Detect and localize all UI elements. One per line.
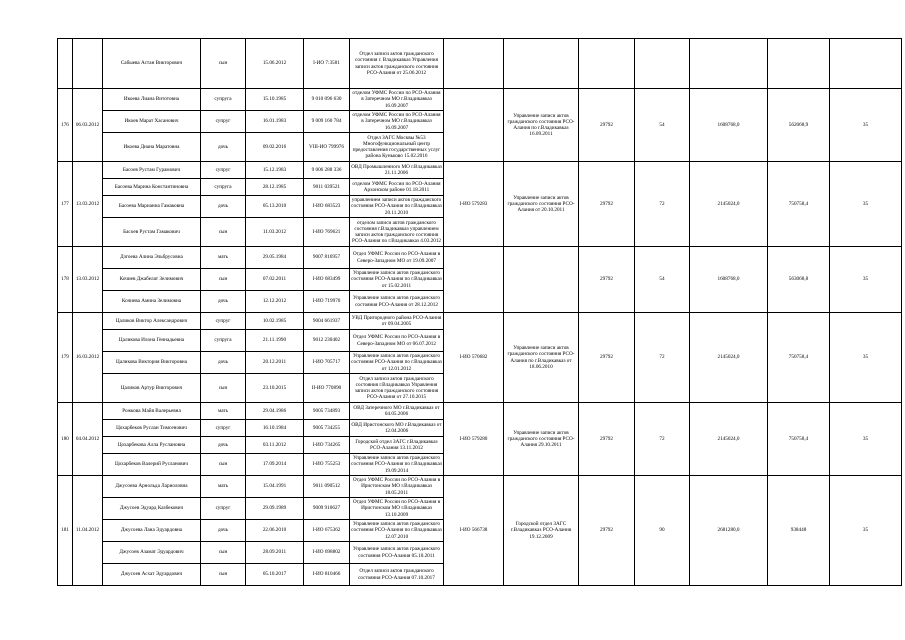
birth-date-cell: 28.09.2011: [246, 542, 304, 564]
table-row: [58, 247, 902, 269]
birth-date-cell: 05.10.2017: [246, 564, 304, 586]
document-issuer-cell: Отдел УФМС России по РСО-Алания в Северо-Западном МО от 06.07.2012: [350, 330, 444, 352]
member-name-cell: Икоева Лиана Витотовна: [103, 89, 201, 111]
relation-cell: сын: [201, 269, 246, 291]
value-b-cell: 72: [635, 403, 690, 476]
table-row: [58, 39, 902, 89]
document-number-cell: 9012 230402: [304, 330, 350, 352]
document-issuer-cell: Управление записи актов гражданского состояния РСО-Алания по г.Владикавказ от 15.02.2011: [351, 270, 442, 289]
value-a-cell: 29792: [579, 89, 635, 162]
value-c-cell: 2145024,0: [690, 403, 768, 476]
birth-date-cell: 05.13.2010: [246, 196, 304, 218]
relation-cell: мать: [201, 403, 246, 420]
birth-date-cell: 11.03.2012: [246, 218, 304, 247]
decision-document-cell: [444, 39, 504, 89]
document-number-cell: I-ИО 698802: [304, 542, 350, 564]
relation-cell: дочь: [201, 437, 246, 454]
registration-date-cell: 04.04.2012: [73, 403, 103, 476]
relation-cell: супруга: [201, 89, 246, 111]
member-name-cell: Икоева Диана Маратовна: [103, 133, 201, 162]
birth-date-cell: 03.11.2012: [246, 437, 304, 454]
document-issuer-cell: Управление записи актов гражданского состояния РСО-Алания от 28.12.2012: [350, 291, 444, 313]
member-name-cell: Басоева Марианна Гамаковна: [103, 196, 201, 218]
value-a-cell: 29792: [579, 313, 635, 403]
value-b-cell: 90: [635, 476, 690, 586]
document-number-cell: I-ИО 755253: [304, 454, 350, 476]
relation-cell: дочь: [201, 196, 246, 218]
member-name-cell: Басоева Марина Константиновна: [103, 179, 201, 196]
birth-date-cell: 07.02.2011: [246, 269, 304, 291]
decision-authority-cell: Управление записи актов гражданского состояния РСО-Алания по г.Владикавказ от 18.06.2010: [504, 313, 579, 403]
document-number-cell: I-ИО 675362: [304, 520, 350, 542]
row-number-cell: 181: [58, 476, 73, 586]
member-name-cell: Цохарбекова Алла Руслановна: [103, 437, 201, 454]
value-c-cell: 1608768,0: [690, 89, 768, 162]
value-a-cell: 29792: [579, 476, 635, 586]
table-row: [58, 89, 902, 111]
member-name-cell: Джусоев Эдуард Казбекович: [103, 498, 201, 520]
relation-cell: супруг: [201, 111, 246, 133]
document-issuer-cell: Управление записи актов гражданского состояния РСО-Алания по г.Владикавказ 12.07.2010: [351, 521, 442, 540]
document-issuer-cell: Управление записи актов гражданского состояния РСО-Алания по г.Владикавказ 19.09.2014: [351, 455, 442, 474]
relation-cell: мать: [201, 247, 246, 269]
value-e-cell: 35: [830, 313, 902, 403]
row-number-cell: 176: [58, 89, 73, 162]
relation-cell: дочь: [201, 291, 246, 313]
decision-authority-cell: Управление записи актов гражданского состояния РСО-Алания от 20.10.2011: [504, 162, 579, 247]
birth-date-cell: 21.11.1990: [246, 330, 304, 352]
member-name-cell: Джусоев Азамат Эдуардович: [103, 542, 201, 564]
decision-authority-cell: Управление записи актов гражданского состояния РСО-Алания по г.Владикавказ 16.09.2011: [504, 89, 579, 162]
member-name-cell: Цохарбеков Валерий Русланович: [103, 454, 201, 476]
relation-cell: сын: [201, 454, 246, 476]
value-c-cell: 1608768,0: [690, 247, 768, 313]
relation-cell: супруг: [201, 498, 246, 520]
member-name-cell: Цаликова Виктория Викторовна: [103, 352, 201, 374]
decision-document-cell: I-ИО 570682: [444, 313, 504, 403]
value-d-cell: 750758,4: [768, 403, 830, 476]
decision-document-cell: I-ИО 579280: [444, 403, 504, 476]
relation-cell: сын: [201, 542, 246, 564]
row-number-cell: 180: [58, 403, 73, 476]
document-number-cell: I-ИО 769621: [304, 218, 350, 247]
member-name-cell: Цаликов Виктор Александрович: [103, 313, 201, 330]
member-name-cell: Цаликова Илона Геннадьевна: [103, 330, 201, 352]
registration-date-cell: 16.03.2012: [73, 313, 103, 403]
table-row: [58, 476, 902, 498]
document-number-cell: 9009 910627: [304, 498, 350, 520]
member-name-cell: Басоев Рустам Гамакович: [103, 218, 201, 247]
document-number-cell: I-ИО 734265: [304, 437, 350, 454]
relation-cell: сын: [201, 374, 246, 403]
birth-date-cell: 15.06.2012: [246, 39, 304, 89]
document-number-cell: I-ИО 7:3581: [304, 39, 350, 89]
member-name-cell: Джусоева Лана Эдуардовна: [103, 520, 201, 542]
member-name-cell: Сабыева Астан Викторович: [103, 39, 201, 89]
relation-cell: мать: [201, 476, 246, 498]
document-issuer-cell: Управление записи актов гражданского состояния РСО-Алания по г.Владикавказ от 12.01.2012: [351, 353, 442, 372]
document-issuer-cell: Управление записи актов гражданского состояния РСО-Алания 05.10.2011: [350, 542, 444, 564]
document-issuer-cell: ОВД Иристонского МО г.Владикавказ от 12.04.2006: [350, 420, 444, 437]
value-e-cell: [830, 39, 902, 89]
birth-date-cell: 28.12.1985: [246, 179, 304, 196]
value-d-cell: [768, 39, 830, 89]
document-issuer-cell: Отдел УФМС России по РСО-Алания в Иристонском МО г.Владикавказ 13.10.2009: [350, 498, 444, 520]
registration-date-cell: 13.03.2012: [73, 247, 103, 313]
relation-cell: супруга: [201, 330, 246, 352]
member-name-cell: Кочиева Амина Зелимовна: [103, 291, 201, 313]
relation-cell: супруга: [201, 179, 246, 196]
document-number-cell: I-ИО 719970: [304, 291, 350, 313]
member-name-cell: Кочиев Джабелат Зелимович: [103, 269, 201, 291]
member-name-cell: Цаликов Артур Викторович: [103, 374, 201, 403]
value-d-cell: 938448: [768, 476, 830, 586]
relation-cell: дочь: [201, 520, 246, 542]
member-name-cell: Цохарбеков Руслан Тимсенович: [103, 420, 201, 437]
birth-date-cell: 10.02.1985: [246, 313, 304, 330]
value-d-cell: 563068,8: [768, 247, 830, 313]
document-number-cell: 9011 090512: [304, 476, 350, 498]
register-table: [57, 38, 902, 586]
value-b-cell: 72: [635, 162, 690, 247]
member-name-cell: Джусоев Асхат Эдуардович: [103, 564, 201, 586]
registration-date-cell: 11.04.2012: [73, 476, 103, 586]
document-issuer-cell: Отдел ЗАГС Москвы №53 Многофункциональный центр предоставления государственных услуг района Куньково 15.02.2016: [350, 133, 444, 162]
value-b-cell: 54: [635, 247, 690, 313]
document-issuer-cell: ОВД Промышленного МО г.Владикавказ 21.11.2006: [350, 162, 444, 179]
birth-date-cell: 29.05.1984: [246, 247, 304, 269]
value-d-cell: 562068,9: [768, 89, 830, 162]
document-issuer-cell: отделом УФМС России по РСО-Алания Архонском районе 01.18.2011: [350, 179, 444, 196]
relation-cell: сын: [201, 218, 246, 247]
document-number-cell: 9005 734255: [304, 420, 350, 437]
value-b-cell: 72: [635, 313, 690, 403]
table-row: [58, 313, 902, 330]
table-row: [58, 162, 902, 179]
birth-date-cell: 23.10.2015: [246, 374, 304, 403]
value-e-cell: 35: [830, 476, 902, 586]
registration-date-cell: 13.03.2012: [73, 162, 103, 247]
value-c-cell: 2145024,0: [690, 313, 768, 403]
decision-authority-cell: Управление записи актов гражданского состояния РСО-Алания 29.10.2011: [504, 403, 579, 476]
document-number-cell: I-ИО 683523: [304, 196, 350, 218]
document-number-cell: VIII-ИО 799976: [304, 133, 350, 162]
document-number-cell: I-ИО 810466: [304, 564, 350, 586]
birth-date-cell: 12.12.2012: [246, 291, 304, 313]
member-name-cell: Дзгоева Алина Эльбрусовна: [103, 247, 201, 269]
member-name-cell: Басоев Рустам Гурамович: [103, 162, 201, 179]
relation-cell: дочь: [201, 352, 246, 374]
relation-cell: супруг: [201, 420, 246, 437]
document-issuer-cell: Отдел записи актов гражданского состояния г.Владикавказ Управления записи актов гражданского состояния РСО-Алания от 27.10.2015: [350, 374, 444, 403]
document-issuer-cell: Городской отдел ЗАГС г.Владикавказ РСО-Алания 13.11.2012: [350, 437, 444, 454]
value-a-cell: 29792: [579, 247, 635, 313]
relation-cell: сын: [201, 564, 246, 586]
birth-date-cell: 15.12.1983: [246, 162, 304, 179]
value-e-cell: 35: [830, 403, 902, 476]
row-number-cell: 178: [58, 247, 73, 313]
value-a-cell: [579, 39, 635, 89]
value-d-cell: 750758,4: [768, 162, 830, 247]
registration-date-cell: 06.03.2012: [73, 89, 103, 162]
document-number-cell: I-ИО 705717: [304, 352, 350, 374]
row-number-cell: [58, 39, 73, 89]
value-c-cell: [690, 39, 768, 89]
document-number-cell: 9004 661937: [304, 313, 350, 330]
relation-cell: сын: [201, 39, 246, 89]
document-issuer-cell: управлением записи актов гражданского состояния РСО-Алания по г.Владикавказ 20.11.2010: [351, 197, 442, 216]
document-issuer-cell: отделом записи актов гражданского состояния г.Владикавказ управлением записи актов гражданского состояния РСО-Алания по г.Владикавказ 4.03.2012: [350, 218, 444, 247]
document-issuer-cell: отделом УФМС России по РСО-Алания в Затеречном МО г.Владикавказ 16.09.2007: [350, 89, 444, 111]
decision-authority-cell: Городской отдел ЗАГС г.Владикавказ РСО-Алания 19.12.2009: [504, 476, 579, 586]
value-c-cell: 2681280,0: [690, 476, 768, 586]
relation-cell: супруг: [201, 313, 246, 330]
birth-date-cell: 15.04.1991: [246, 476, 304, 498]
decision-authority-cell: [504, 39, 579, 89]
birth-date-cell: 16.10.1984: [246, 420, 304, 437]
document-number-cell: 9 010 096 630: [304, 89, 350, 111]
value-b-cell: [635, 39, 690, 89]
relation-cell: супруг: [201, 162, 246, 179]
birth-date-cell: 29.09.1989: [246, 498, 304, 520]
member-name-cell: Рожкова Майя Валерьевна: [103, 403, 201, 420]
value-a-cell: 29792: [579, 403, 635, 476]
document-issuer-cell: отделом УФМС России по РСО-Алания в Затеречном МО г.Владикавказ 16.09.2007: [350, 111, 444, 133]
birth-date-cell: 09.02.2016: [246, 133, 304, 162]
decision-document-cell: I-ИО 579283: [444, 162, 504, 247]
document-issuer-cell: Отдел УФМС России по РСО-Алания в Северо-Западном МО от 19.09.2007: [350, 247, 444, 269]
table-row: [58, 403, 902, 420]
value-c-cell: 2145024,0: [690, 162, 768, 247]
value-a-cell: 29792: [579, 162, 635, 247]
document-number-cell: 9007 816957: [304, 247, 350, 269]
document-issuer-cell: Отдел записи актов гражданского состояния РСО-Алания 07.10.2017: [350, 564, 444, 586]
birth-date-cell: 20.12.2011: [246, 352, 304, 374]
row-number-cell: 179: [58, 313, 73, 403]
birth-date-cell: 16.01.1983: [246, 111, 304, 133]
value-b-cell: 54: [635, 89, 690, 162]
row-number-cell: 177: [58, 162, 73, 247]
value-e-cell: 35: [830, 89, 902, 162]
document-issuer-cell: УВД Пригородного района РСО-Алания от 09.04.2005: [350, 313, 444, 330]
decision-document-cell: [444, 247, 504, 313]
birth-date-cell: 15.10.1985: [246, 89, 304, 111]
value-e-cell: 35: [830, 162, 902, 247]
birth-date-cell: 29.04.1986: [246, 403, 304, 420]
relation-cell: дочь: [201, 133, 246, 162]
document-number-cell: 9011 039521: [304, 179, 350, 196]
value-e-cell: 35: [830, 247, 902, 313]
value-d-cell: 750758,4: [768, 313, 830, 403]
member-name-cell: Джусоева Арнольда Лариоловна: [103, 476, 201, 498]
document-number-cell: II-ИО 770890: [304, 374, 350, 403]
birth-date-cell: 22.06.2010: [246, 520, 304, 542]
registration-date-cell: [73, 39, 103, 89]
document-number-cell: 9005 734893: [304, 403, 350, 420]
birth-date-cell: 17.09.2014: [246, 454, 304, 476]
document-issuer-cell: Отдел записи актов гражданского состояния г. Владикавказ Управления записи актов гражданского состояния РСО-Алания от 25.06.2012: [350, 39, 444, 89]
decision-authority-cell: [504, 247, 579, 313]
document-number-cell: I-ИО 683499: [304, 269, 350, 291]
document-issuer-cell: Отдел УФМС России по РСО-Алания в Иристонском МО г.Владикавказ 18.05.2011: [350, 476, 444, 498]
document-issuer-cell: ОВД Затеречного МО г.Владикавказ от 04.05.2006: [350, 403, 444, 420]
decision-document-cell: I-ИО 566738: [444, 476, 504, 586]
document-number-cell: 9 006 288 336: [304, 162, 350, 179]
document-number-cell: 9 009 160 784: [304, 111, 350, 133]
decision-document-cell: [444, 89, 504, 162]
member-name-cell: Икоев Марат Хасанович: [103, 111, 201, 133]
